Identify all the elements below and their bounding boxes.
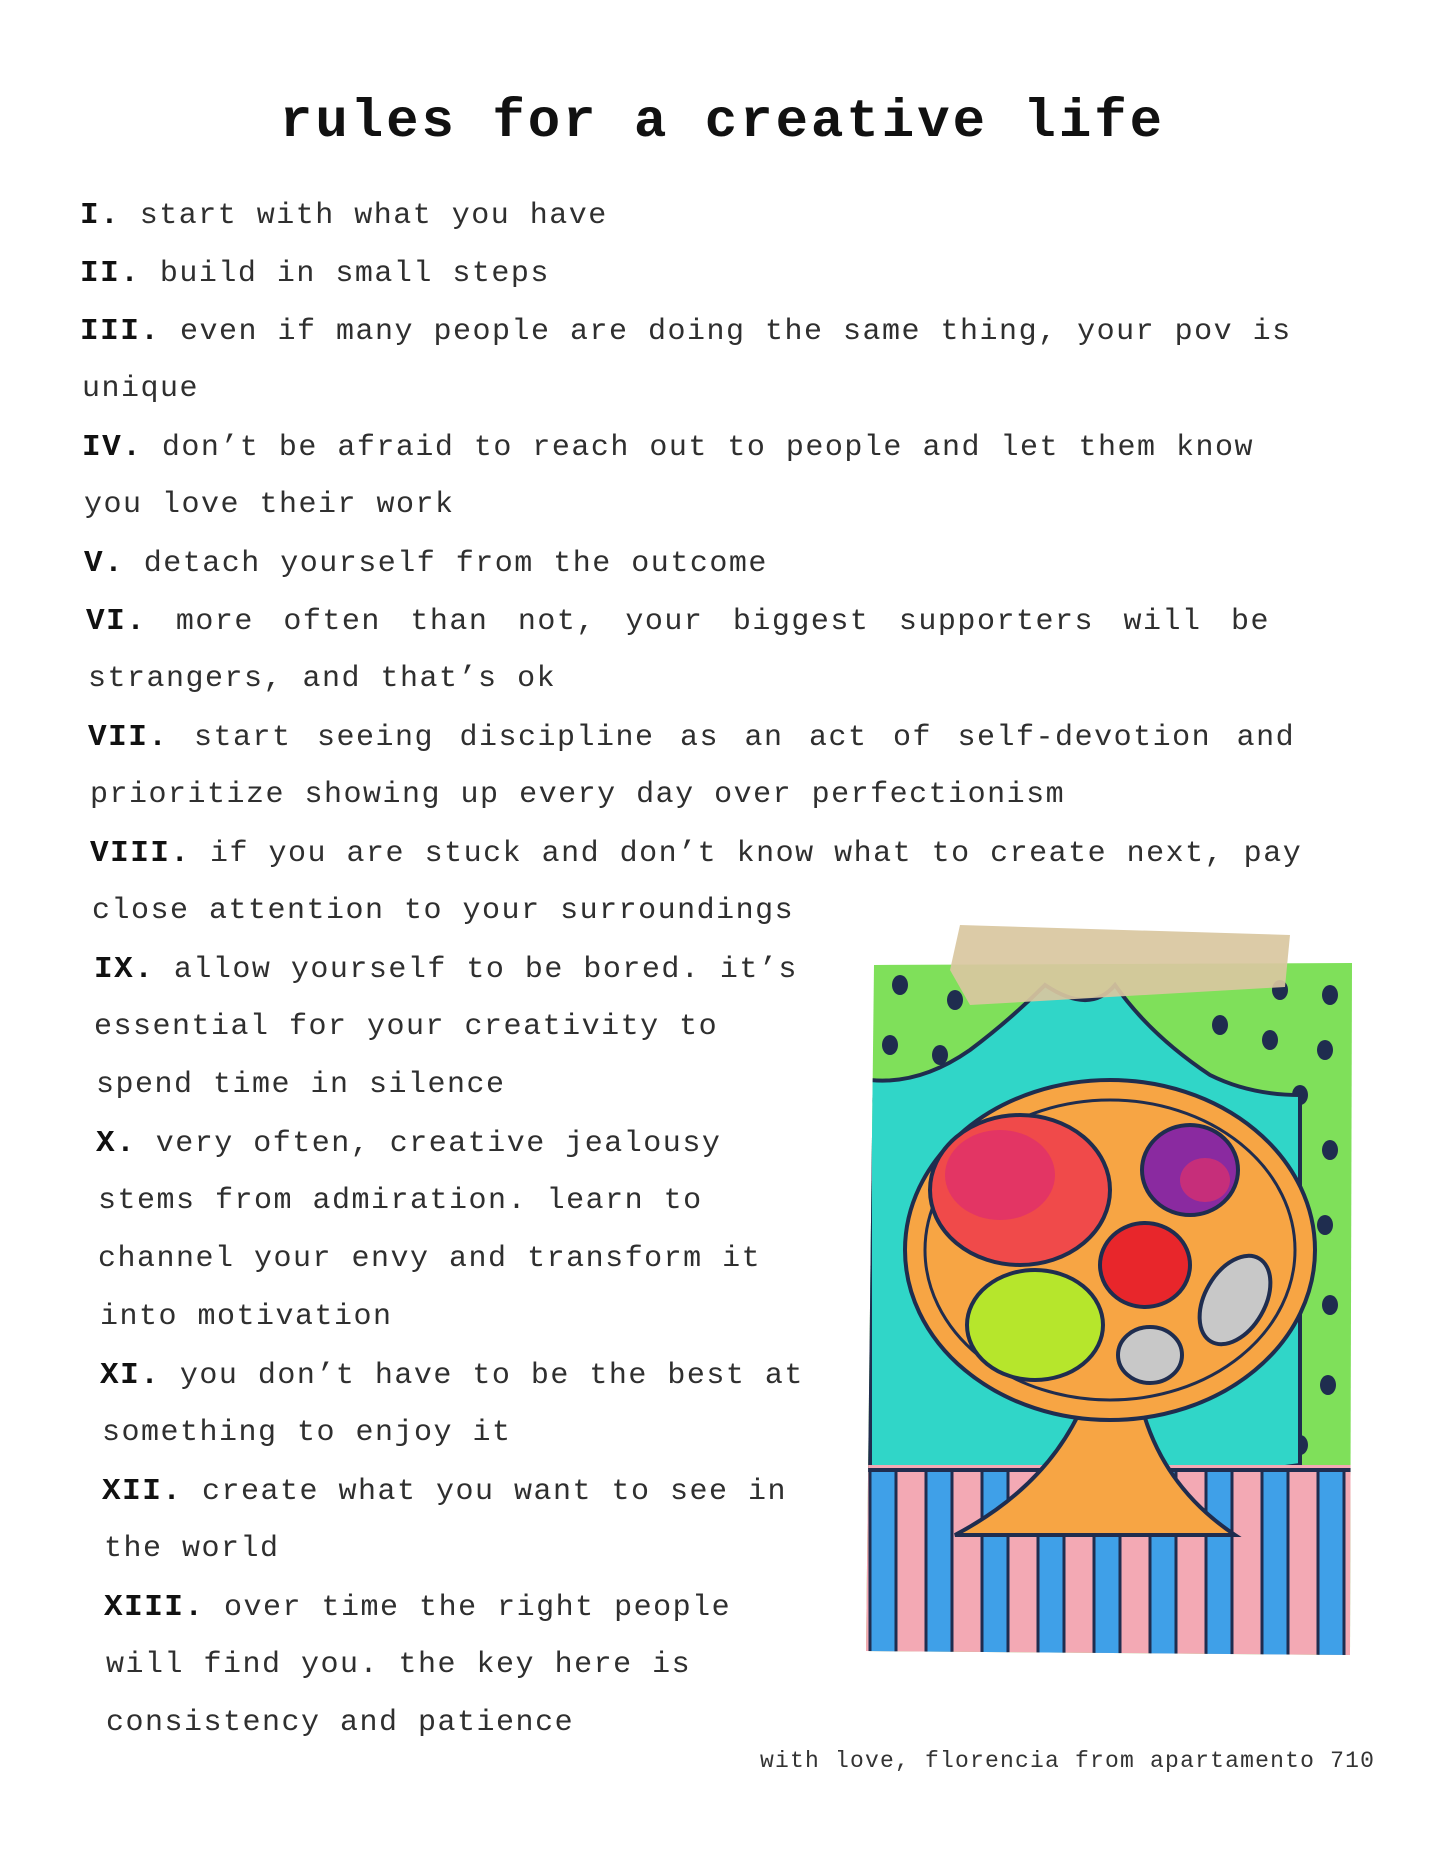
rule-3-number: III.: [80, 314, 161, 349]
rule-13-text-line-1: over time the right people: [224, 1591, 732, 1625]
page-title: rules for a creative life: [279, 92, 1166, 153]
rule-9-text-line-2: essential for your creativity to: [94, 1010, 719, 1044]
rule-2-text-line-1: build in small steps: [159, 257, 550, 291]
rule-11: [100, 1358, 804, 1393]
rule-10: [96, 1126, 721, 1161]
rule-11-text-line-1: you don’t have to be the best at: [179, 1359, 804, 1393]
rule-8-text-line-2: close attention to your surroundings: [92, 894, 795, 928]
rule-4-text-line-2: you love their work: [84, 488, 455, 522]
rule-3: [80, 314, 1292, 349]
rule-10-text-line-4: into motivation: [100, 1300, 393, 1334]
rule-3-text-line-1: even if many people are doing the same thing, your pov is: [179, 315, 1292, 349]
rule-1-text-line-1: start with what you have: [139, 199, 608, 233]
rule-9: [94, 952, 798, 987]
drawing-paper: [860, 955, 1355, 1660]
rule-10-text-line-2: stems from admiration. learn to: [98, 1184, 703, 1218]
rule-7: [88, 720, 1295, 755]
rule-4-text-line-1: don’t be afraid to reach out to people and let them know: [161, 431, 1254, 465]
rule-13: [104, 1590, 731, 1625]
rule-9-text-line-3: spend time in silence: [96, 1068, 506, 1102]
tomato-fruit: [1100, 1223, 1190, 1307]
rule-12: [102, 1474, 787, 1509]
lime-fruit: [967, 1270, 1103, 1380]
rule-2: [80, 256, 550, 291]
rule-5-text-line-1: detach yourself from the outcome: [143, 547, 768, 581]
rule-9-text-line-1: allow yourself to be bored. it’s: [173, 953, 798, 987]
rule-10-text-line-1: very often, creative jealousy: [155, 1127, 722, 1161]
rule-4-number: IV.: [82, 430, 143, 465]
rule-6-number: VI.: [86, 604, 147, 639]
rule-1: [80, 198, 608, 233]
rule-6: [86, 604, 1270, 639]
rule-8-text-line-1: if you are stuck and don’t know what to create next, pay: [210, 837, 1303, 871]
footer-signature: with love, florencia from apartamento 710: [760, 1748, 1376, 1774]
rule-13-text-line-3: consistency and patience: [106, 1706, 575, 1740]
rule-11-number: XI.: [100, 1358, 161, 1393]
rule-10-text-line-3: channel your envy and transform it: [98, 1242, 762, 1276]
rule-6-text-line-1: more often than not, your biggest supporters will be: [175, 605, 1270, 639]
rule-11-text-line-2: something to enjoy it: [102, 1416, 512, 1450]
rule-7-number: VII.: [88, 720, 169, 755]
fruit-bowl-illustration: [860, 925, 1355, 1660]
rule-1-number: I.: [80, 198, 121, 233]
rule-12-text-line-1: create what you want to see in: [201, 1475, 788, 1509]
rule-12-number: XII.: [102, 1474, 183, 1509]
rule-10-number: X.: [96, 1126, 137, 1161]
rule-9-number: IX.: [94, 952, 155, 987]
rule-8: [90, 836, 1302, 871]
rule-8-number: VIII.: [90, 836, 191, 871]
garlic-bulb: [1118, 1327, 1182, 1383]
rule-2-number: II.: [80, 256, 141, 291]
rule-7-text-line-1: start seeing discipline as an act of self-devotion and: [193, 721, 1296, 755]
rule-7-text-line-2: prioritize showing up every day over perfectionism: [90, 778, 1066, 812]
rule-3-text-line-2: unique: [82, 372, 200, 406]
rule-5: [84, 546, 768, 581]
rule-13-text-line-2: will find you. the key here is: [106, 1648, 692, 1682]
rule-4: [82, 430, 1254, 465]
rule-6-text-line-2: strangers, and that’s ok: [88, 662, 557, 696]
rule-13-number: XIII.: [104, 1590, 205, 1625]
rule-12-text-line-2: the world: [104, 1532, 280, 1566]
rule-5-number: V.: [84, 546, 125, 581]
